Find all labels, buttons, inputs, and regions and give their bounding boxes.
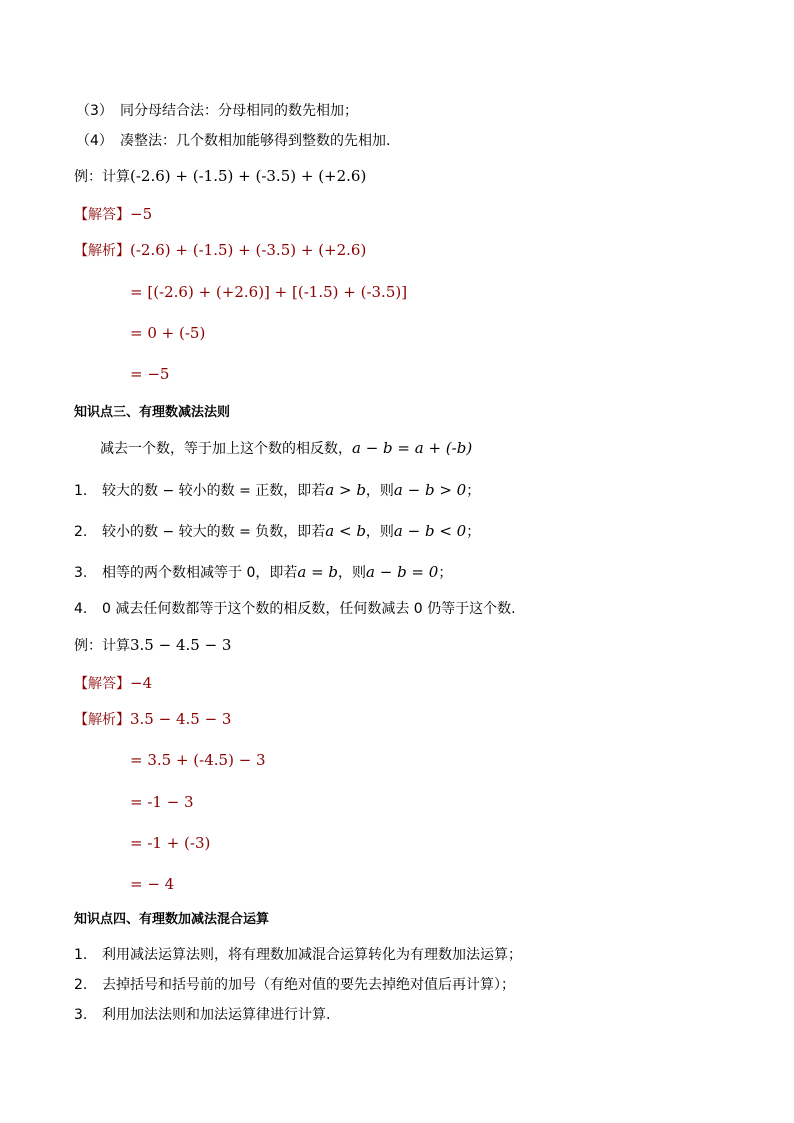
item-text: 较大的数 − 较小的数 = 正数，即若 <box>102 483 326 499</box>
list-item <box>76 101 358 121</box>
analysis-line <box>74 240 366 261</box>
example-label: 例：计算 <box>74 638 130 654</box>
example-math: 3.5 − 4.5 − 3 <box>130 636 232 654</box>
list-item <box>74 599 516 619</box>
item-text: 0 减去任何数都等于这个数的相反数，任何数减去 0 仍等于这个数. <box>102 601 516 617</box>
item-text-end: ； <box>438 565 453 581</box>
analysis-step: = − 4 <box>130 875 175 893</box>
item-number: 3. <box>74 1007 88 1023</box>
item-text-mid: ，则 <box>365 524 394 540</box>
answer-value: −4 <box>130 674 153 692</box>
rule-math: a − b = a + (-b) <box>352 439 473 457</box>
item-math: a − b > 0 <box>393 481 467 499</box>
list-item <box>74 945 522 965</box>
item-text: 较小的数 − 较大的数 = 负数，即若 <box>102 524 326 540</box>
item-number: 3. <box>74 565 88 581</box>
analysis-step: = 0 + (-5) <box>130 324 206 342</box>
analysis-step: = −5 <box>130 365 170 383</box>
item-text: 利用加法法则和加法运算律进行计算. <box>102 1007 331 1023</box>
item-text: 凑整法：几个数相加能够得到整数的先相加. <box>120 133 391 149</box>
item-math: a − b < 0 <box>393 522 467 540</box>
item-number: 4. <box>74 601 88 617</box>
answer-label: 【解答】 <box>74 207 130 223</box>
analysis-line <box>74 709 231 730</box>
answer-value: −5 <box>130 205 153 223</box>
item-math: a − b = 0 <box>366 563 439 581</box>
item-text-end: ； <box>466 483 481 499</box>
analysis-label: 【解析】 <box>74 712 130 728</box>
answer-label: 【解答】 <box>74 676 130 692</box>
item-text: 利用减法运算法则，将有理数加减混合运算转化为有理数加法运算； <box>102 947 522 963</box>
item-text-mid: ，则 <box>365 483 394 499</box>
rule-line <box>100 438 472 459</box>
list-item <box>74 1005 330 1025</box>
item-math: a < b <box>325 522 366 540</box>
list-item <box>74 521 480 542</box>
example-math: (-2.6) + (-1.5) + (-3.5) + (+2.6) <box>130 167 367 185</box>
analysis-step: = -1 + (-3) <box>130 834 211 852</box>
answer-line <box>74 673 152 694</box>
item-text: 相等的两个数相减等于 0，即若 <box>102 565 298 581</box>
list-item <box>74 480 480 501</box>
item-text-end: ； <box>466 524 481 540</box>
item-text-mid: ，则 <box>338 565 367 581</box>
example-prompt <box>74 166 366 187</box>
rule-text: 减去一个数，等于加上这个数的相反数， <box>100 441 352 457</box>
item-number: 2. <box>74 524 88 540</box>
list-item <box>74 562 452 583</box>
section-heading: 知识点三、有理数减法法则 <box>74 405 231 420</box>
item-math: a > b <box>325 481 366 499</box>
item-number: 1. <box>74 483 88 499</box>
item-number: （3） <box>76 103 113 119</box>
item-number: （4） <box>76 133 113 149</box>
analysis-step: = -1 − 3 <box>130 793 194 811</box>
example-prompt <box>74 635 231 656</box>
item-math: a = b <box>297 563 339 581</box>
analysis-step: (-2.6) + (-1.5) + (-3.5) + (+2.6) <box>130 241 367 259</box>
item-text: 去掉括号和括号前的加号（有绝对值的要先去掉绝对值后再计算）； <box>102 977 515 993</box>
example-label: 例：计算 <box>74 169 130 185</box>
item-text: 同分母结合法：分母相同的数先相加； <box>120 103 358 119</box>
answer-line <box>74 204 152 225</box>
item-number: 1. <box>74 947 88 963</box>
list-item <box>76 131 390 151</box>
item-number: 2. <box>74 977 88 993</box>
analysis-label: 【解析】 <box>74 243 130 259</box>
analysis-step: 3.5 − 4.5 − 3 <box>130 710 232 728</box>
section-heading: 知识点四、有理数加减法混合运算 <box>74 912 270 927</box>
list-item <box>74 975 515 995</box>
analysis-step: = 3.5 + (-4.5) − 3 <box>130 751 266 769</box>
analysis-step: = [(-2.6) + (+2.6)] + [(-1.5) + (-3.5)] <box>130 283 408 301</box>
